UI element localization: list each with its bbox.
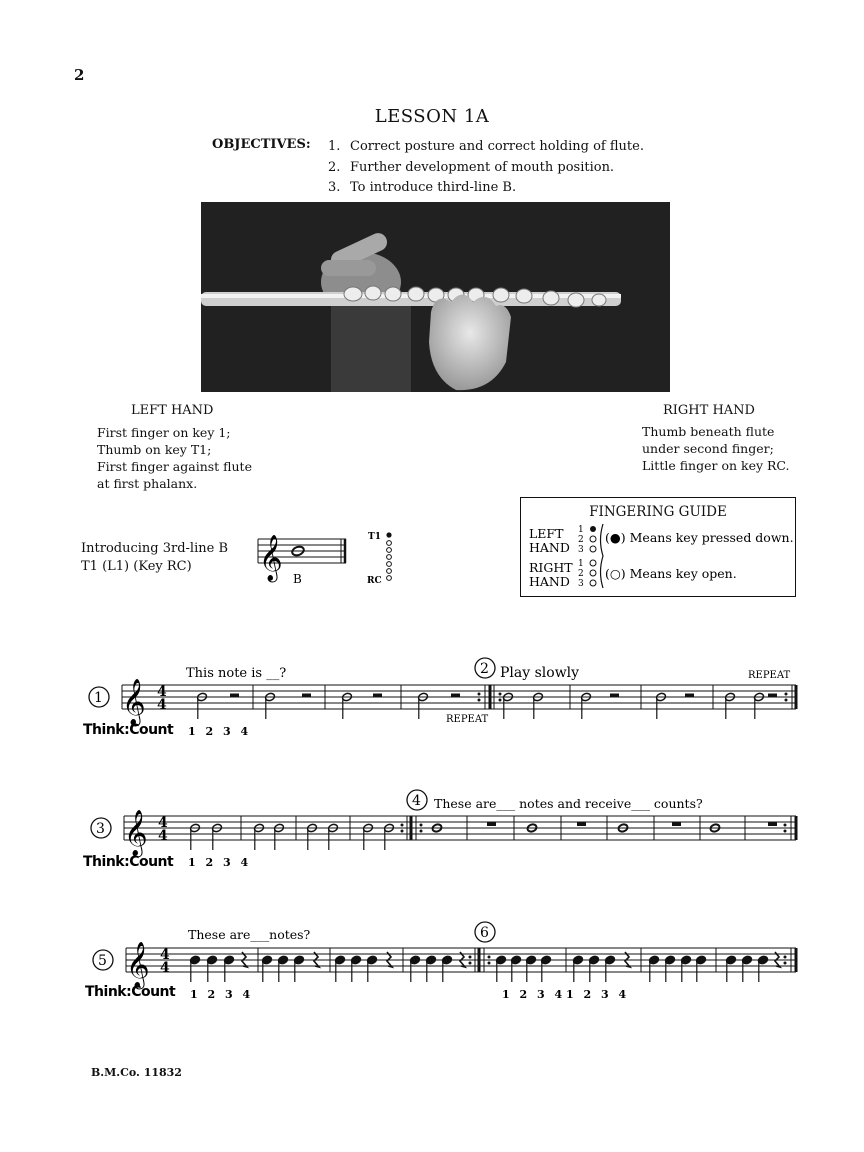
half-note [581, 692, 592, 719]
quarter-note [262, 955, 273, 982]
whole-rest [577, 822, 586, 826]
flute-photo-illustration [201, 202, 670, 392]
fg-brace [601, 524, 604, 588]
intro-note-name: B [293, 572, 302, 586]
objectives-label: OBJECTIVES: [212, 137, 311, 152]
key-open-icon [387, 562, 392, 567]
left-hand-line: First finger on key 1; [97, 425, 231, 440]
objective-num: 1. [328, 139, 341, 154]
intro-line1: Introducing 3rd-line B [81, 541, 228, 556]
fg-left-hand-label: HAND [529, 540, 570, 555]
intro-text [81, 540, 228, 576]
ex5-annotation: These are___notes? [188, 927, 311, 942]
ex2-annotation: Play slowly [500, 665, 580, 681]
publisher-footer: B.M.Co. 11832 [91, 1066, 182, 1079]
system-1 [80, 655, 800, 745]
exercise-number-label: 5 [98, 953, 107, 969]
count-numbers: 1 2 3 4 [502, 988, 566, 1001]
quarter-note [726, 955, 737, 982]
intro-rc-label: RC [367, 576, 382, 586]
quarter-note [649, 955, 660, 982]
ex2-repeat-label: REPEAT [748, 670, 791, 681]
half-note [254, 823, 265, 850]
exercise-number-label: 3 [96, 821, 105, 837]
fingering-guide-diagram [521, 498, 797, 598]
quarter-note [696, 955, 707, 982]
half-note [212, 823, 223, 850]
exercise-number-label: 6 [480, 925, 489, 941]
intro-t1-label: T1 [368, 532, 381, 542]
quarter-note [442, 955, 453, 982]
half-rest [373, 694, 382, 698]
quarter-note [294, 955, 305, 982]
objective-text: Correct posture and correct holding of flute. [350, 139, 644, 154]
fg-num: 3 [578, 545, 584, 555]
key-filled-icon [386, 532, 391, 537]
quarter-note [351, 955, 362, 982]
right-hand-line: Little finger on key RC. [642, 458, 790, 473]
half-note [384, 823, 395, 850]
fg-pressed-text: (●) Means key pressed down. [605, 530, 794, 545]
fg-key-open [590, 536, 596, 542]
time-signature-bottom: 4 [157, 697, 167, 713]
treble-clef-icon: 𝄞 [259, 535, 283, 581]
key-open-icon [387, 548, 392, 553]
objective-text: To introduce third-line B. [350, 180, 517, 195]
objective-item [328, 158, 644, 179]
fg-key-open [590, 570, 596, 576]
exercise-number-label: 1 [94, 690, 103, 706]
ex4-annotation: These are___ notes and receive___ counts? [434, 796, 703, 811]
half-rest [685, 694, 694, 698]
right-hand-text [642, 423, 790, 474]
half-note [725, 692, 736, 719]
treble-clef-icon: 𝄞 [122, 679, 146, 725]
quarter-note [541, 955, 552, 982]
half-note [503, 692, 514, 719]
intro-staff [250, 527, 400, 587]
quarter-note [207, 955, 218, 982]
quarter-note [605, 955, 616, 982]
fingering-guide-title: FINGERING GUIDE [589, 504, 727, 520]
half-rest [451, 694, 460, 698]
ex3-ex4-notes [190, 822, 777, 850]
fg-key-open [590, 546, 596, 552]
quarter-note [224, 955, 235, 982]
fg-left-label: LEFT [529, 526, 564, 541]
left-hand-line: Thumb on key T1; [97, 442, 212, 457]
half-note [533, 692, 544, 719]
half-rest [302, 694, 311, 698]
whole-rest [672, 822, 681, 826]
whole-rest [487, 822, 496, 826]
right-hand-line: Thumb beneath flute [642, 424, 775, 439]
right-hand-title: RIGHT HAND [663, 403, 755, 418]
quarter-note [410, 955, 421, 982]
fg-key-open [590, 560, 596, 566]
treble-clef-icon: 𝄞 [124, 810, 148, 856]
time-signature-top: 4 [158, 815, 168, 831]
whole-rest [768, 822, 777, 826]
quarter-note [681, 955, 692, 982]
fg-num: 3 [578, 579, 584, 589]
left-hand-title: LEFT HAND [131, 403, 214, 418]
ex1-repeat-label: REPEAT [446, 714, 489, 725]
fg-key-open [590, 580, 596, 586]
fg-right-label: RIGHT [529, 560, 573, 575]
quarter-note [573, 955, 584, 982]
think-count-label: Think:Count [83, 722, 174, 738]
quarter-note [190, 955, 201, 982]
fg-num: 2 [578, 535, 584, 545]
half-note [656, 692, 667, 719]
half-rest [768, 694, 777, 698]
quarter-note [665, 955, 676, 982]
fg-num: 1 [578, 559, 584, 569]
count-numbers: 1 2 3 4 [190, 988, 254, 1001]
half-note [754, 692, 765, 719]
system-3 [80, 920, 800, 1010]
key-open-icon [387, 569, 392, 574]
objective-text: Further development of mouth position. [350, 159, 615, 175]
half-note [328, 823, 339, 850]
quarter-note [278, 955, 289, 982]
time-signature-bottom: 4 [160, 960, 170, 976]
objective-num: 2. [328, 159, 341, 175]
left-hand-text [97, 424, 252, 492]
exercise-number-label: 4 [412, 793, 421, 809]
quarter-note [526, 955, 537, 982]
flute-photo [201, 202, 670, 392]
quarter-note [742, 955, 753, 982]
system-2 [80, 788, 800, 878]
half-note [190, 823, 201, 850]
fingering-guide [520, 497, 796, 597]
half-note [307, 823, 318, 850]
half-note [418, 692, 429, 719]
key-open-icon [387, 541, 392, 546]
objective-num: 3. [328, 180, 341, 195]
quarter-note [367, 955, 378, 982]
quarter-note [426, 955, 437, 982]
quarter-note [758, 955, 769, 982]
half-rest [610, 694, 619, 698]
half-note [274, 823, 285, 850]
quarter-note [589, 955, 600, 982]
count-numbers: 1 2 3 4 [566, 988, 630, 1001]
count-numbers: 1 2 3 4 [188, 856, 252, 869]
key-open-icon [387, 555, 392, 560]
fg-right-hand-label: HAND [529, 574, 570, 589]
treble-clef-icon: 𝄞 [126, 942, 150, 988]
exercise-number-label: 2 [480, 661, 489, 677]
quarter-note [335, 955, 346, 982]
fg-num: 2 [578, 569, 584, 579]
lesson-title: LESSON 1A [374, 106, 490, 127]
quarter-note [511, 955, 522, 982]
left-hand-line: First finger against flute [97, 459, 252, 474]
half-rest [230, 694, 239, 698]
think-count-label: Think:Count [85, 984, 176, 1000]
half-note [363, 823, 374, 850]
page-number: 2 [74, 66, 85, 84]
half-note [197, 692, 208, 719]
time-signature-top: 4 [157, 684, 167, 700]
ex5-ex6-notes [190, 952, 780, 982]
think-count-label: Think:Count [83, 854, 174, 870]
quarter-note [496, 955, 507, 982]
intro-line2: T1 (L1) (Key RC) [81, 559, 192, 574]
fg-key-filled [590, 526, 596, 532]
time-signature-bottom: 4 [158, 828, 168, 844]
half-note [265, 692, 276, 719]
key-open-icon [387, 576, 392, 581]
count-numbers: 1 2 3 4 [188, 725, 252, 738]
objectives-list [328, 137, 644, 199]
right-hand-line: under second finger; [642, 441, 774, 456]
objective-item [328, 178, 644, 199]
ex1-annotation: This note is __? [186, 666, 287, 681]
half-note [342, 692, 353, 719]
left-hand-line: at first phalanx. [97, 476, 198, 491]
fg-open-text: (○) Means key open. [605, 566, 737, 581]
objective-item [328, 137, 644, 158]
time-signature-top: 4 [160, 947, 170, 963]
fg-num: 1 [578, 525, 584, 535]
